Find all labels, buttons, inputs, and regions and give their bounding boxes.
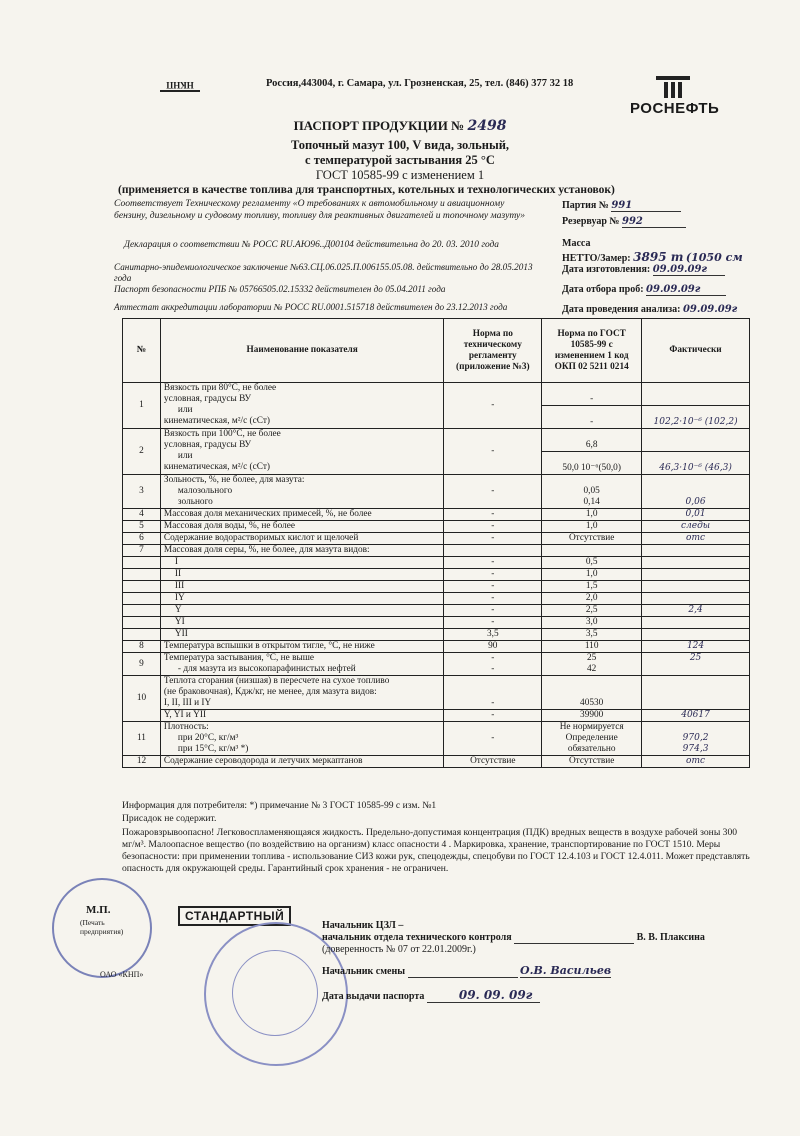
sulfur-type: Y [160, 605, 443, 617]
table-row [123, 710, 750, 722]
note-additives: Присадок не содержит. [122, 813, 217, 824]
product-line-1: Топочный мазут 100, V вида, зольный, [290, 138, 510, 152]
row-num: 2 [123, 429, 161, 475]
row-name: Вязкость при 80°С, не более условная, градусы ВУ или кинематическая, м²/с (сСт) [160, 383, 443, 429]
table-row: II - 1,0 [123, 569, 750, 581]
sulfur-type: I [160, 557, 443, 569]
table-row: Y - 2,5 2,4 [123, 605, 750, 617]
row-name: Температура застывания, °С, не выше - для мазута из высокопарафинистых нефтей [160, 653, 443, 676]
row-num: 11 [123, 722, 161, 756]
row-fact: 124 [642, 641, 750, 653]
row-reg: - [444, 676, 542, 710]
analysis-date-field: Дата проведения анализа: 09.09.09г [562, 304, 738, 315]
sulfur-type: YII [160, 629, 443, 641]
trust-text: (доверенность № 07 от 22.01.2009г.) [322, 944, 476, 955]
sample-date-field: Дата отбора проб: 09.09.09г [562, 284, 726, 296]
tank-value: 992 [622, 216, 686, 228]
safety-text: Паспорт безопасности РПБ № 05766505.02.15332 действителен до 05.04.2011 года [114, 284, 446, 294]
chief-name: В. В. Плаксина [636, 932, 705, 943]
row-name: Плотность: при 20°С, кг/м³ при 15°С, кг/м³ *) [160, 722, 443, 756]
table-row [123, 509, 750, 521]
row-fact: 0,01 [642, 509, 750, 521]
netto-field: НЕТТО/Замер: 3895 т (1050 см [562, 250, 743, 264]
row-gost: - [542, 383, 642, 406]
row-gost: 39900 [542, 710, 642, 722]
row-reg: - [444, 383, 542, 429]
table-row [123, 756, 750, 768]
usage-line: (применяется в качестве топлива для транспортных, котельных и технологических установок) [118, 184, 615, 196]
party-value: 991 [611, 200, 681, 212]
table-row [123, 521, 750, 533]
header-address: Россия,443004, г. Самара, ул. Грозненская, 25, тел. (846) 377 32 18 [266, 78, 574, 89]
row-reg: Отсутствие [444, 756, 542, 768]
lab-seal-inner-icon [232, 950, 318, 1036]
row-num: 4 [123, 509, 161, 521]
accreditation-text: Аттестат аккредитации лаборатории № РОСС RU.0001.515718 действителен до 23.12.2013 года [114, 302, 508, 312]
netto-value: 3895 т [633, 250, 684, 264]
product-line-3: ГОСТ 10585-99 с изменением 1 [315, 168, 485, 182]
issue-date-line: Дата выдачи паспорта 09. 09. 09г [322, 988, 540, 1003]
row-fact: отс [642, 756, 750, 768]
shift-line: Начальник смены О.В. Васильев [322, 964, 612, 977]
row-num: 6 [123, 533, 161, 545]
header-gost: Норма по ГОСТ 10585-99 с изменением 1 код ОКП 02 5211 0214 [542, 319, 642, 383]
sulfur-type: II [160, 569, 443, 581]
shift-name: О.В. Васильев [520, 964, 612, 977]
sulfur-type: III [160, 581, 443, 593]
row-num: 12 [123, 756, 161, 768]
row-name: Массовая доля серы, %, не более, для мазута видов: [160, 545, 443, 557]
header-name: Наименование показателя [160, 319, 443, 383]
header-fact: Фактически [642, 319, 750, 383]
row-fact: 0,06 [642, 475, 750, 509]
standard-stamp: СТАНДАРТНЫЙ [178, 906, 291, 926]
table-row [123, 641, 750, 653]
analysis-date-value: 09.09.09г [682, 304, 738, 315]
table-row [123, 429, 750, 452]
passport-title: ПАСПОРТ ПРОДУКЦИИ № 2498 [293, 118, 507, 134]
row-gost: 25 42 [542, 653, 642, 676]
passport-number: 2498 [467, 118, 507, 134]
table-row [123, 383, 750, 406]
row-gost: 50,0 10⁻⁶(50,0) [542, 452, 642, 475]
row-name: Зольность, %, не более, для мазута: малозольного зольного [160, 475, 443, 509]
row-reg: - [444, 521, 542, 533]
table-row: YII 3,5 3,5 [123, 629, 750, 641]
row-name: Содержание водорастворимых кислот и щелочей [160, 533, 443, 545]
row-num: 7 [123, 545, 161, 557]
row-reg: - [444, 429, 542, 475]
table-row: IY - 2,0 [123, 593, 750, 605]
row-gost: 0,05 0,14 [542, 475, 642, 509]
row-fact: 970,2 974,3 [642, 722, 750, 756]
sulfur-type: IY [160, 593, 443, 605]
note-info: Информация для потребителя: *) примечание № 3 ГОСТ 10585-99 с изм. №1 [122, 800, 437, 811]
header-num: № [123, 319, 161, 383]
netto-extra: (1050 см [685, 251, 743, 264]
row-gost: Отсутствие [542, 756, 642, 768]
declaration-text: Декларация о соответствии № РОСС RU.АЮ96..Д00104 действительна до 20. 03. 2010 года [124, 240, 499, 250]
row-num: 1 [123, 383, 161, 429]
note-safety: Пожаровзрывоопасно! Легковоспламеняющаяся жидкость. Предельно-допустимая концентрация (ПДК) вредных веществ в воздухе рабочей зоны 300 мг/м³. Малоопасное вещество (по воздействию на организм) класс опасности 4 . Маркировка, хранение, транспортирование по ГОСТ 1510. Меры безопасности: при применении топлива - использование СИЗ кожи рук, спецодежды, спецобуви по ГОСТ 12.4.103 и ГОСТ 12.4.011. Может представлять опасность для окружающей среды. Гарантийный срок хранения - не ограничен. [122, 827, 750, 874]
table-row [123, 653, 750, 676]
party-field: Партия № 991 [562, 200, 681, 212]
table-row [123, 676, 750, 710]
row-reg: - [444, 533, 542, 545]
header-reg: Норма по техническому регламенту (приложение №3) [444, 319, 542, 383]
row-num: 10 [123, 676, 161, 722]
row-num: 5 [123, 521, 161, 533]
row-name: Y, YI и YII [160, 710, 443, 722]
chief-line: начальник отдела технического контроля В. В. Плаксина [322, 932, 705, 943]
row-name: Содержание сероводорода и летучих меркаптанов [160, 756, 443, 768]
sulfur-type: YI [160, 617, 443, 629]
row-gost: 1,0 [542, 521, 642, 533]
row-name: Температура вспышки в открытом тигле, °С, не ниже [160, 641, 443, 653]
row-reg: - - [444, 653, 542, 676]
row-name: Теплота сгорания (низшая) в пересчете на сухое топливо (не браковочная), Кдж/кг, не менее, для мазута видов: I, II, III и IY [160, 676, 443, 710]
row-reg: - [444, 722, 542, 756]
row-name: Массовая доля воды, %, не более [160, 521, 443, 533]
product-line-2: с температурой застывания 25 °С [305, 153, 495, 167]
issue-date-value: 09. 09. 09г [451, 988, 541, 1003]
row-name: Вязкость при 100°С, не более условная, градусы ВУ или кинематическая, м²/с (сСт) [160, 429, 443, 475]
conformity-text: Соответствует Техническому регламенту «О требованиях к автомобильному и авиационному бензину, дизельному и судовому топливу, топливу для реактивных двигателей и топочному мазуту» [114, 198, 526, 221]
sanitary-text: Санитарно-эпидемиологическое заключение №63.СЦ.06.025.П.006155.05.08. действительно до 28.05.2013 года [114, 262, 533, 283]
table-row [123, 475, 750, 509]
row-reg: - [444, 509, 542, 521]
table-header-row [123, 319, 750, 383]
row-gost: Отсутствие [542, 533, 642, 545]
table-row [123, 722, 750, 756]
mp-label: М.П. [86, 904, 111, 916]
row-name: Массовая доля механических примесей, %, не более [160, 509, 443, 521]
row-fact: 25 [642, 653, 750, 676]
row-num: 8 [123, 641, 161, 653]
row-gost: - [542, 406, 642, 429]
row-reg: - [444, 710, 542, 722]
row-reg: - [444, 475, 542, 509]
row-fact [642, 383, 750, 406]
row-num: 9 [123, 653, 161, 676]
row-fact: отс [642, 533, 750, 545]
left-logo: НКНП [160, 76, 200, 92]
sample-date-value: 09.09.09г [646, 284, 726, 296]
row-fact: 46,3·10⁻⁶ (46,3) [642, 452, 750, 475]
row-fact: следы [642, 521, 750, 533]
table-row [123, 533, 750, 545]
row-fact: 102,2·10⁻⁶ (102,2) [642, 406, 750, 429]
row-fact [642, 429, 750, 452]
chief-title-1: Начальник ЦЗЛ – [322, 920, 404, 931]
made-date-value: 09.09.09г [653, 264, 725, 276]
mp-sub: (Печать предприятия) [80, 918, 124, 936]
row-gost: 40530 [542, 676, 642, 710]
brand-name: РОСНЕФТЬ [630, 100, 720, 117]
table-row: YI - 3,0 [123, 617, 750, 629]
row-fact: 40617 [642, 710, 750, 722]
company-stamp-text: ОАО «КНП» [100, 970, 144, 979]
row-gost: 6,8 [542, 429, 642, 452]
row-gost: Не нормируется Определение обязательно [542, 722, 642, 756]
row-gost: 110 [542, 641, 642, 653]
table-row: III - 1,5 [123, 581, 750, 593]
row-reg: 90 [444, 641, 542, 653]
mass-label: Масса [562, 238, 591, 249]
made-date-field: Дата изготовления: 09.09.09г [562, 264, 725, 276]
row-num: 3 [123, 475, 161, 509]
specification-table [122, 318, 750, 768]
chief-signature [514, 932, 634, 944]
row-gost: 1,0 [542, 509, 642, 521]
rosneft-logo-icon [656, 76, 690, 98]
table-row: I - 0,5 [123, 557, 750, 569]
tank-field: Резервуар № 992 [562, 216, 686, 228]
table-row [123, 545, 750, 557]
